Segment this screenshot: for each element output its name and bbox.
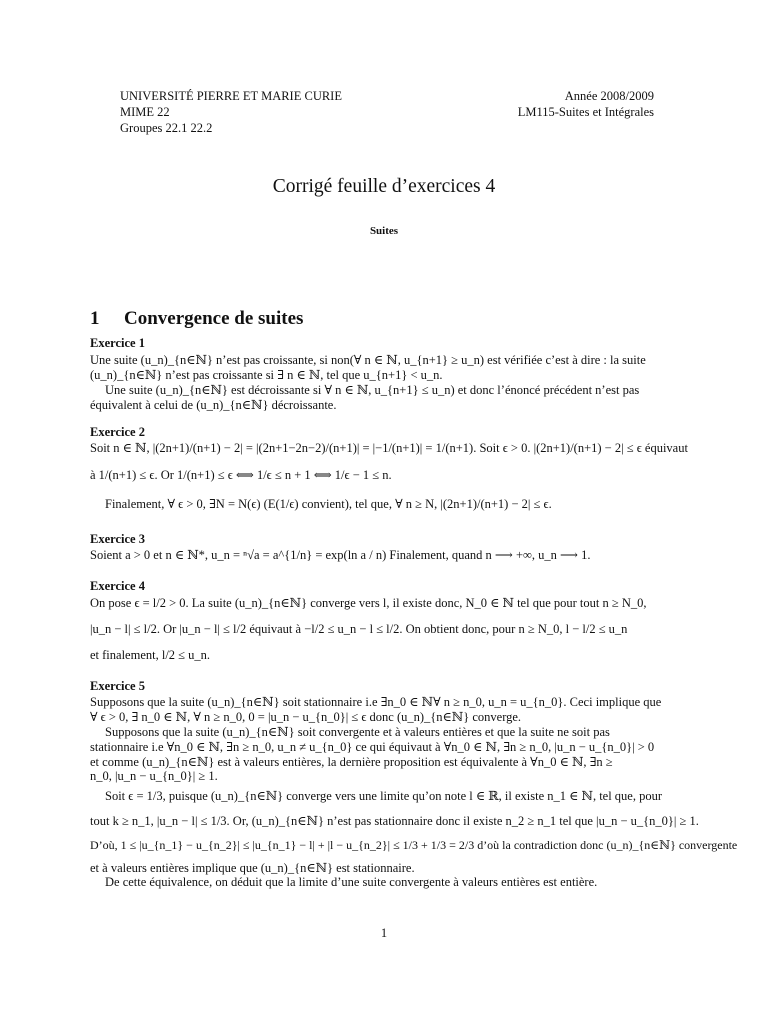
course-title: LM115-Suites et Intégrales xyxy=(517,105,654,119)
exercise-5-line: ∀ ϵ > 0, ∃ n_0 ∈ ℕ, ∀ n ≥ n_0, 0 = |u_n − u_{n_0}| ≤ ϵ donc (u_n)_{n∈ℕ} converge. xyxy=(90,710,522,724)
exercise-5-heading: Exercice 5 xyxy=(90,679,145,693)
exercise-4-line: |u_n − l| ≤ l/2. Or |u_n − l| ≤ l/2 équivaut à −l/2 ≤ u_n − l ≤ l/2. On obtient donc, pour n ≥ N_0, l − l/2 ≤ u_n xyxy=(90,622,628,636)
exercise-3-line: Soient a > 0 et n ∈ ℕ*, u_n = ⁿ√a = a^{1/n} = exp(ln a / n) Finalement, quand n ⟶ +∞, u_n ⟶ 1. xyxy=(90,548,591,562)
academic-year: Année 2008/2009 xyxy=(564,89,654,103)
exercise-5-line: Supposons que la suite (u_n)_{n∈ℕ} soit convergente et à valeurs entières et que la suite ne soit pas xyxy=(105,725,610,739)
exercise-2-line: Finalement, ∀ ϵ > 0, ∃N = N(ϵ) (E(1/ϵ) convient), tel que, ∀ n ≥ N, |(2n+1)/(n+1) − 2| ≤ ϵ. xyxy=(105,497,552,511)
university-name: UNIVERSITÉ PIERRE ET MARIE CURIE xyxy=(120,89,342,103)
page-number: 1 xyxy=(380,926,388,940)
exercise-1-line: Une suite (u_n)_{n∈ℕ} est décroissante si ∀ n ∈ ℕ, u_{n+1} ≤ u_n) et donc l’énoncé précédent n’est pas xyxy=(105,383,640,397)
exercise-5-line: stationnaire i.e ∀n_0 ∈ ℕ, ∃n ≥ n_0, u_n ≠ u_{n_0} ce qui équivaut à ∀n_0 ∈ ℕ, ∃n ≥ n_0, |u_n − u_{n_0}| > 0 xyxy=(90,740,655,754)
section-heading xyxy=(90,308,303,330)
section-title: Convergence de suites xyxy=(124,308,304,329)
exercise-4-heading: Exercice 4 xyxy=(90,579,145,593)
section-number: 1 xyxy=(90,308,100,329)
page-title: Corrigé feuille d’exercices 4 xyxy=(272,176,496,197)
exercise-2-heading: Exercice 2 xyxy=(90,425,145,439)
exercise-5-line: D’où, 1 ≤ |u_{n_1} − u_{n_2}| ≤ |u_{n_1} − l| + |l − u_{n_2}| ≤ 1/3 + 1/3 = 2/3 d’où la contradiction donc (u_n)_{n∈ℕ} convergente xyxy=(90,838,738,852)
exercise-5-line: Supposons que la suite (u_n)_{n∈ℕ} soit stationnaire i.e ∃n_0 ∈ ℕ∀ n ≥ n_0, u_n = u_{n_0}. Ceci implique que xyxy=(90,695,662,709)
exercise-2-line: Soit n ∈ ℕ, |(2n+1)/(n+1) − 2| = |(2n+1−2n−2)/(n+1)| = |−1/(n+1)| = 1/(n+1). Soit ϵ > 0. |(2n+1)/(n+1) − 2| ≤ ϵ équivaut xyxy=(90,441,688,455)
exercise-2-line: à 1/(n+1) ≤ ϵ. Or 1/(n+1) ≤ ϵ ⟺ 1/ϵ ≤ n + 1 ⟺ 1/ϵ − 1 ≤ n. xyxy=(90,468,392,482)
exercise-1-line: équivalent à celui de (u_n)_{n∈ℕ} décroissante. xyxy=(90,398,337,412)
exercise-1-line: (u_n)_{n∈ℕ} n’est pas croissante si ∃ n ∈ ℕ, tel que u_{n+1} < u_n. xyxy=(90,368,443,382)
exercise-4-line: On pose ϵ = l/2 > 0. La suite (u_n)_{n∈ℕ} converge vers l, il existe donc, N_0 ∈ ℕ tel que pour tout n ≥ N_0, xyxy=(90,596,647,610)
exercise-1-heading: Exercice 1 xyxy=(90,336,145,350)
exercise-5-line: et à valeurs entières implique que (u_n)_{n∈ℕ} est stationnaire. xyxy=(90,861,415,875)
exercise-5-line: tout k ≥ n_1, |u_n − l| ≤ 1/3. Or, (u_n)_{n∈ℕ} n’est pas stationnaire donc il existe n_2 ≥ n_1 tel que |u_n − u_{n_0}| ≥ 1. xyxy=(90,814,699,828)
exercise-1-line: Une suite (u_n)_{n∈ℕ} n’est pas croissante, si non(∀ n ∈ ℕ, u_{n+1} ≥ u_n) est vérifiée c’est à dire : la suite xyxy=(90,353,646,367)
exercise-4-line: et finalement, l/2 ≤ u_n. xyxy=(90,648,211,662)
exercise-5-line: et comme (u_n)_{n∈ℕ} est à valeurs entières, la dernière proposition est équivalente à ∀n_0 ∈ ℕ, ∃n ≥ xyxy=(90,755,613,769)
header-right xyxy=(518,88,654,120)
page-subtitle: Suites xyxy=(369,225,399,237)
exercise-5-line: n_0, |u_n − u_{n_0}| ≥ 1. xyxy=(90,769,218,783)
course-code: MIME 22 xyxy=(120,105,170,119)
groups: Groupes 22.1 22.2 xyxy=(120,121,213,135)
exercise-5-line: Soit ϵ = 1/3, puisque (u_n)_{n∈ℕ} converge vers une limite qu’on note l ∈ ℝ, il existe n_1 ∈ ℕ, tel que, pour xyxy=(105,789,663,803)
header-left xyxy=(120,88,342,136)
exercise-5-line: De cette équivalence, on déduit que la limite d’une suite convergente à valeurs entières est entière. xyxy=(105,875,598,889)
exercise-3-heading: Exercice 3 xyxy=(90,532,145,546)
